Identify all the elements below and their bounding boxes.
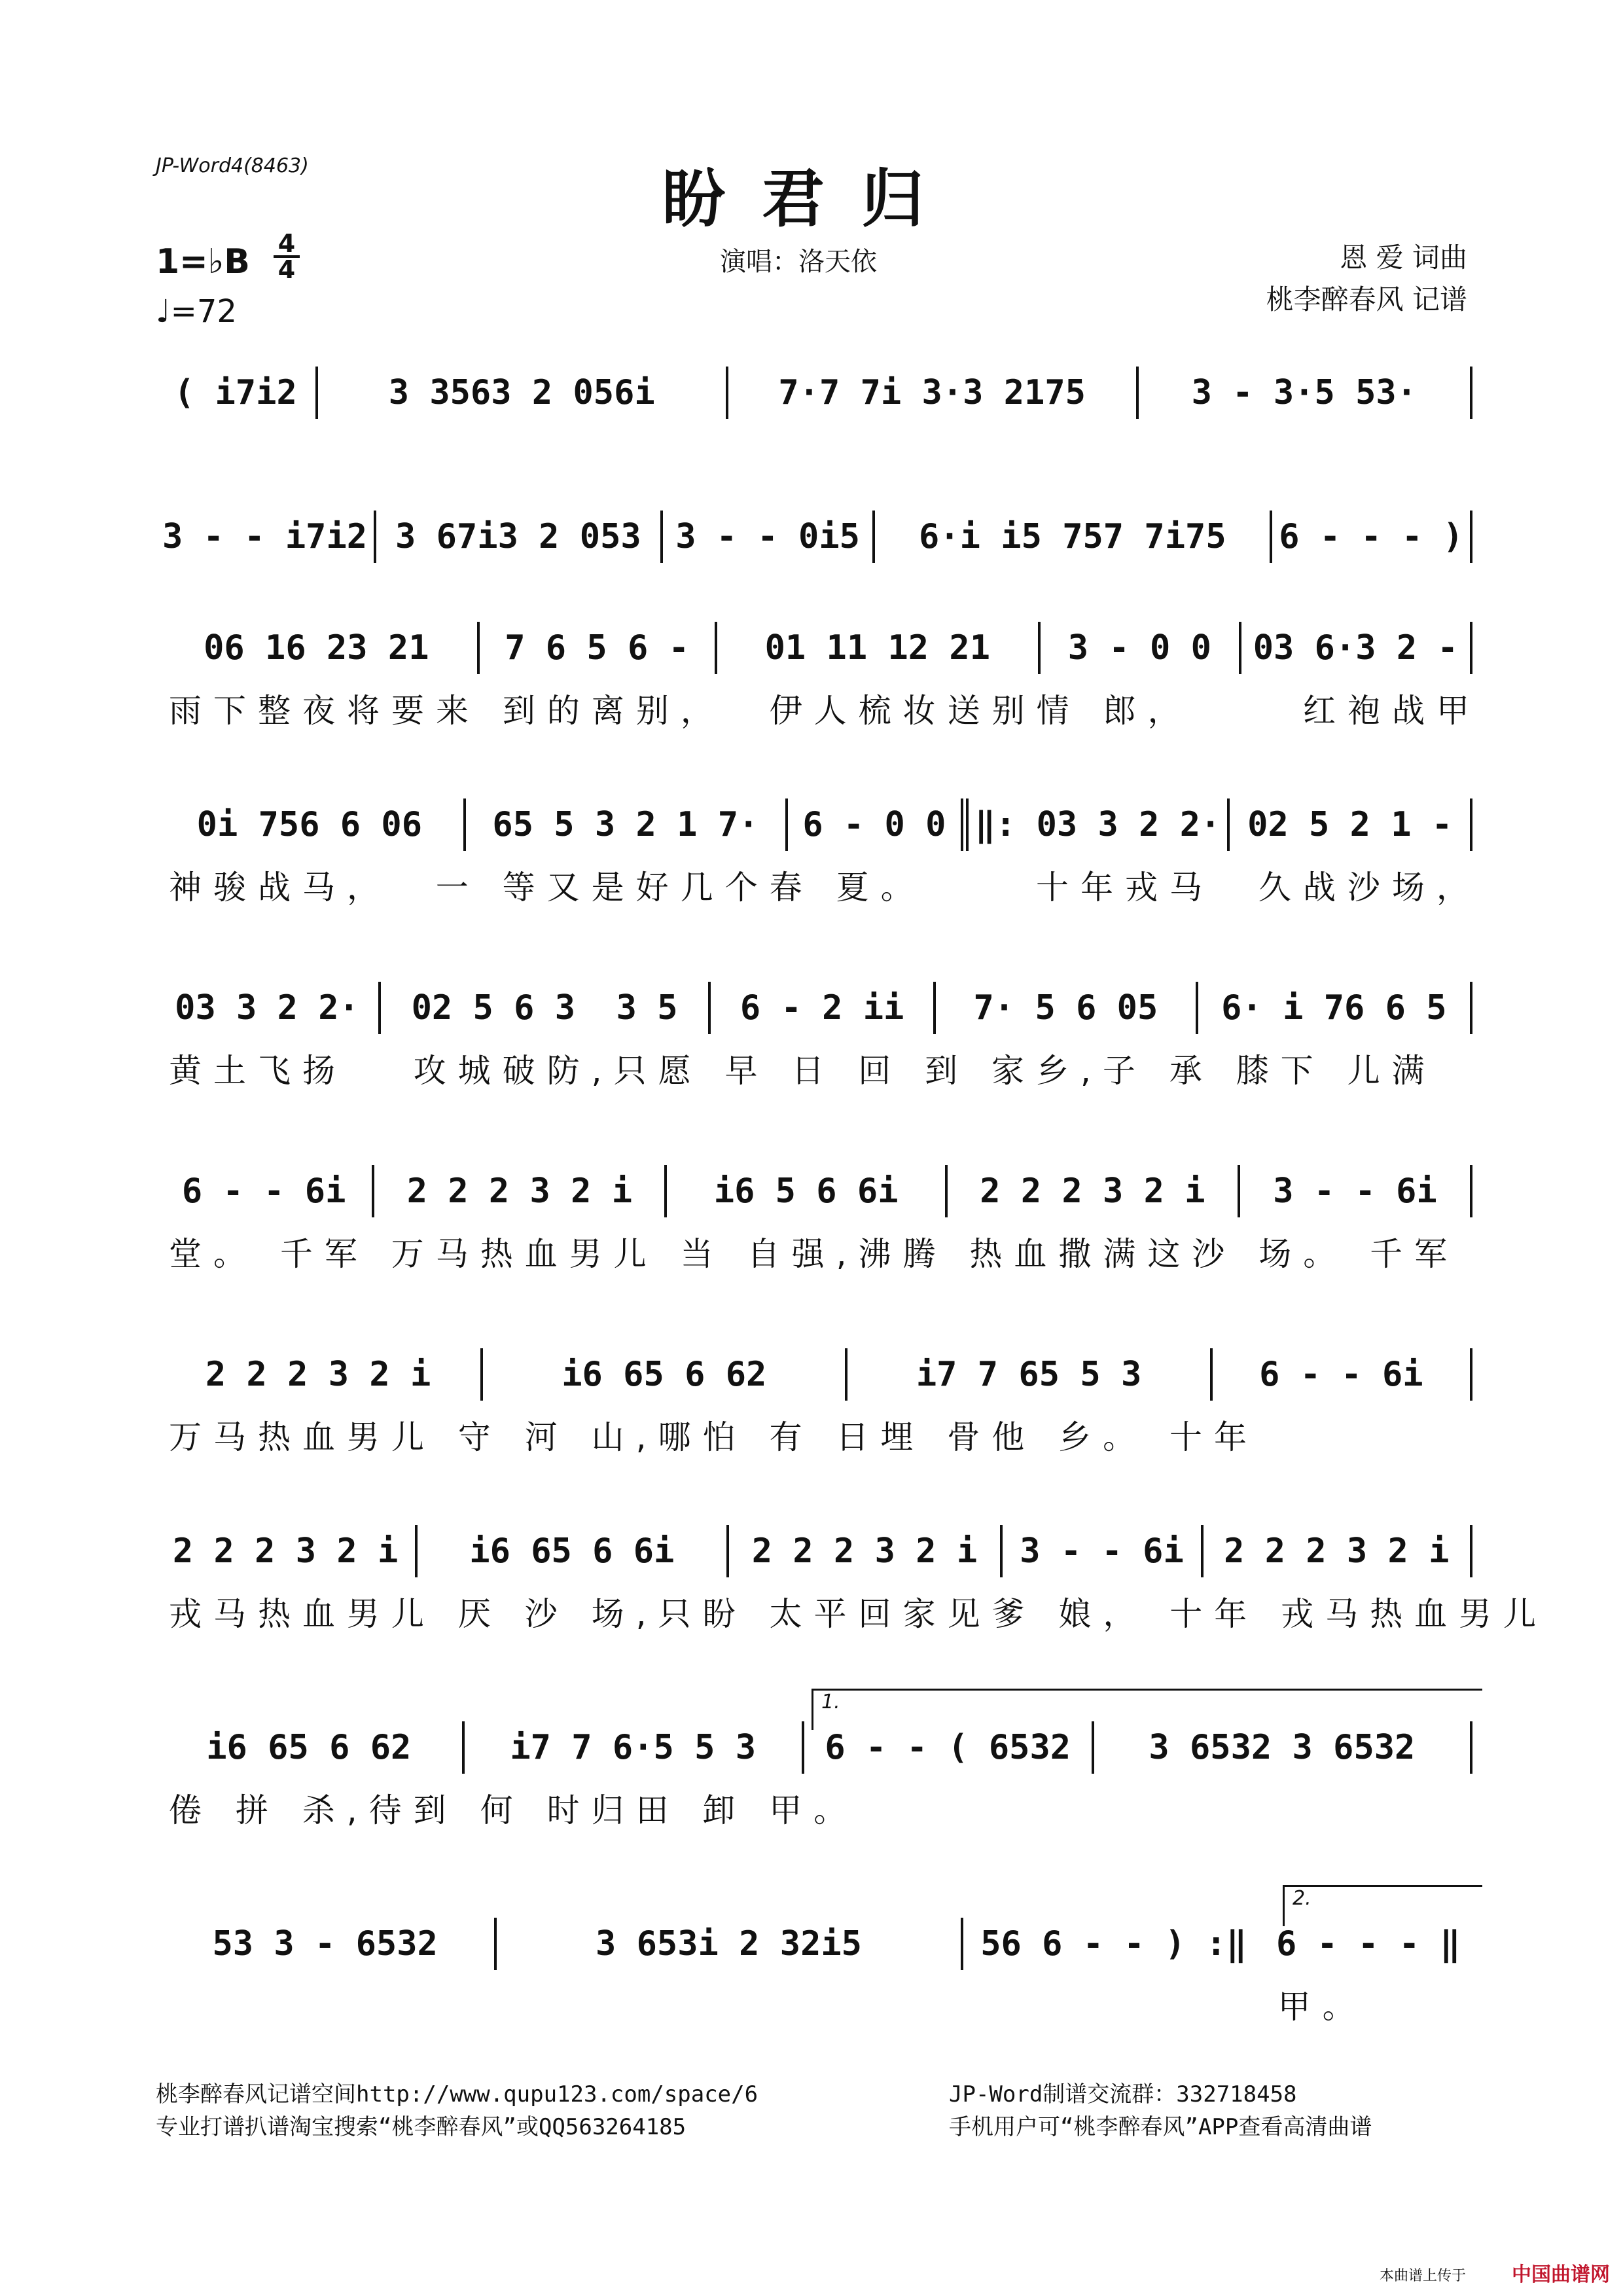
site-logo: 中国曲谱网 [1512,2263,1610,2286]
measure [847,1348,1212,1401]
measure-notes: 6 - - 6i [181,1172,346,1211]
measure-notes: 03 3 2 2· [175,988,359,1028]
software-label: JP-Word4(8463) [156,154,309,177]
meter-top: 4 [274,232,300,258]
upload-note: 本曲谱上传于 [1379,2268,1466,2284]
staff-line [156,1525,1548,1669]
measure [156,1165,374,1217]
lyric-line: 神骏战马， 一 等又是好几个春 夏。 十年戎马 久战沙场， [169,869,1481,906]
lyric-line: 黄土飞扬 攻城破防,只愿 早 日 回 到 家乡,子 承 膝下 儿满 [169,1052,1436,1090]
measure-row [156,798,1472,851]
measure [1041,622,1241,674]
measure-row [156,1721,1472,1774]
measure [1139,367,1472,419]
lyric-line: 戎马热血男儿 厌 沙 场,只盼 太平回家见爹 娘， 十年 戎马热血男儿 [169,1595,1548,1633]
measure-row [156,622,1472,674]
measure-notes: 56 6 - - ) :‖ [980,1924,1247,1964]
staff-line [156,1165,1472,1309]
meter-bottom: 4 [277,255,296,284]
measure-notes: 6· i 76 6 5 [1221,988,1447,1028]
measure [374,1165,667,1217]
measure [948,1165,1240,1217]
measure [717,622,1041,674]
measure-notes: 02 5 2 1 - [1247,805,1453,844]
first-ending-bracket: 1. [812,1689,1482,1730]
measure [1240,1165,1472,1217]
measure-notes: 06 16 23 21 [204,628,429,668]
measure-notes: 3 - - i7i2 [162,517,368,556]
measure [1204,1525,1472,1577]
measure [969,798,1230,851]
staff-line [156,622,1482,766]
measure [466,798,788,851]
song-title: 盼君归 [662,162,961,236]
transcriber-credit: 桃李醉春风 记谱 [1266,283,1467,315]
measure [729,1525,1003,1577]
measure [497,1918,963,1970]
footer-app-note: 手机用户可“桃李醉春风”APP查看高清曲谱 [949,2114,1372,2140]
measure [465,1721,804,1774]
lyric-line: 万马热血男儿 守 河 山,哪怕 有 日埋 骨他 乡。 十年 [169,1418,1259,1456]
measure-row [156,511,1472,563]
lyric-line: 倦 拼 杀,待到 何 时归田 卸 甲。 [169,1791,859,1829]
measure [483,1348,847,1401]
measure-row [156,1348,1472,1401]
measure-notes: i7 7 65 5 3 [916,1355,1142,1394]
measure-notes: 65 5 3 2 1 7· [492,805,759,844]
measure-notes: 7 6 5 6 - [505,628,689,668]
measure-notes: i7 7 6·5 5 3 [510,1728,757,1767]
measure-notes: 3 - 0 0 [1067,628,1211,668]
footer-right [949,2078,1372,2144]
measure-row [156,1918,1472,1970]
staff-line [156,982,1472,1126]
measure-notes: 3 - 3·5 53· [1191,373,1418,412]
measure [156,511,376,563]
measure [875,511,1272,563]
measure [418,1525,728,1577]
measure-notes: 3 - - 0i5 [675,517,860,556]
measure [1213,1348,1472,1401]
measure-notes: 6 - 2 ii [740,988,904,1028]
measure [1241,622,1472,674]
measure-notes: i6 65 6 62 [206,1728,412,1767]
measure-notes: ( i7i2 [173,373,297,412]
staff-line [156,1348,1472,1492]
measure-notes: 7·7 7i 3·3 2175 [778,373,1086,412]
lyric-line: 甲。 [169,1988,1367,2026]
footer-left [156,2078,758,2144]
measure-notes: 53 3 - 6532 [212,1924,438,1964]
measure [156,1525,418,1577]
measure-notes: 6 - - 6i [1259,1355,1423,1394]
measure [318,367,728,419]
measure-notes: 2 2 2 3 2 i [205,1355,431,1394]
tempo-marking: ♩=72 [156,293,237,330]
measure-notes: 2 2 2 3 2 i [1224,1532,1450,1571]
measure-notes: 02 5 6 3 3 5 [411,988,678,1028]
footer-space-link: 桃李醉春风记谱空间http://www.qupu123.com/space/6 [156,2081,758,2108]
measure [381,982,711,1034]
measure [663,511,876,563]
measure [728,367,1139,419]
staff-line [156,798,1481,942]
measure-notes: 3 - - 6i [1020,1532,1184,1571]
measure [156,798,466,851]
measure-notes: 3 6532 3 6532 [1149,1728,1416,1767]
measure-notes: 3 - - 6i [1273,1172,1437,1211]
measure [376,511,663,563]
key-signature: 1=♭B [156,242,250,281]
measure [711,982,936,1034]
measure-row [156,1165,1472,1217]
measure-notes: 2 2 2 3 2 i [172,1532,399,1571]
measure-notes: i6 65 6 6i [469,1532,675,1571]
measure [156,1721,465,1774]
staff-line [156,1918,1472,2062]
measure-row [156,1525,1472,1577]
measure [788,798,969,851]
measure-notes: 6 - - - ‖ [1275,1924,1461,1964]
singer-credit: 演唱：洛天依 [720,247,877,277]
measure-notes: i6 5 6 6i [713,1172,899,1211]
footer-group-note: JP-Word制谱交流群：332718458 [949,2081,1297,2108]
measure [1003,1525,1203,1577]
measure-notes: i6 65 6 62 [562,1355,767,1394]
measure [936,982,1198,1034]
measure-notes: 2 2 2 3 2 i [751,1532,978,1571]
measure-notes: 0i 756 6 06 [196,805,423,844]
footer-shop-note: 专业打谱扒谱淘宝搜索“桃李醉春风”或QQ563264185 [156,2114,687,2140]
measure-notes: 3 67i3 2 053 [395,517,641,556]
time-signature [274,229,300,284]
measure [1094,1721,1472,1774]
measure-notes: 7· 5 6 05 [973,988,1158,1028]
measure-notes: 6·i i5 757 7i75 [919,517,1226,556]
second-ending-bracket: 2. [1283,1885,1482,1926]
measure [156,1918,497,1970]
measure-notes: ‖: 03 3 2 2· [974,805,1221,844]
measure [1230,798,1472,851]
measure [963,1918,1264,1970]
measure [1264,1918,1472,1970]
measure [156,622,480,674]
measure-row [156,982,1472,1034]
measure-notes: 3 3563 2 056i [388,373,655,412]
staff-line [156,1721,1472,1865]
composer-credit: 恩 爱 词曲 [1340,242,1467,274]
measure [804,1721,1094,1774]
measure [156,982,381,1034]
measure [156,1348,483,1401]
measure-notes: 03 6·3 2 - [1253,628,1458,668]
measure-notes: 2 2 2 3 2 i [406,1172,633,1211]
credits [1266,237,1467,321]
measure [1272,511,1472,563]
measure-notes: 6 - 0 0 [802,805,946,844]
lyric-line: 雨下整夜将要来 到的离别， 伊人梳妆送别情 郎， 红袍战甲 [169,692,1482,730]
measure [1198,982,1472,1034]
measure-notes: 6 - - - ) [1279,517,1464,556]
measure [480,622,717,674]
measure-notes: 6 - - ( 6532 [825,1728,1071,1767]
measure [156,367,318,419]
staff-line [156,367,1472,511]
lyric-line: 堂。 千军 万马热血男儿 当 自强,沸腾 热血撒满这沙 场。 千军 [169,1235,1459,1273]
measure-notes: 2 2 2 3 2 i [980,1172,1205,1211]
measure-notes: 3 653i 2 32i5 [596,1924,862,1964]
measure [667,1165,947,1217]
measure-row [156,367,1472,419]
measure-notes: 01 11 12 21 [764,628,990,668]
